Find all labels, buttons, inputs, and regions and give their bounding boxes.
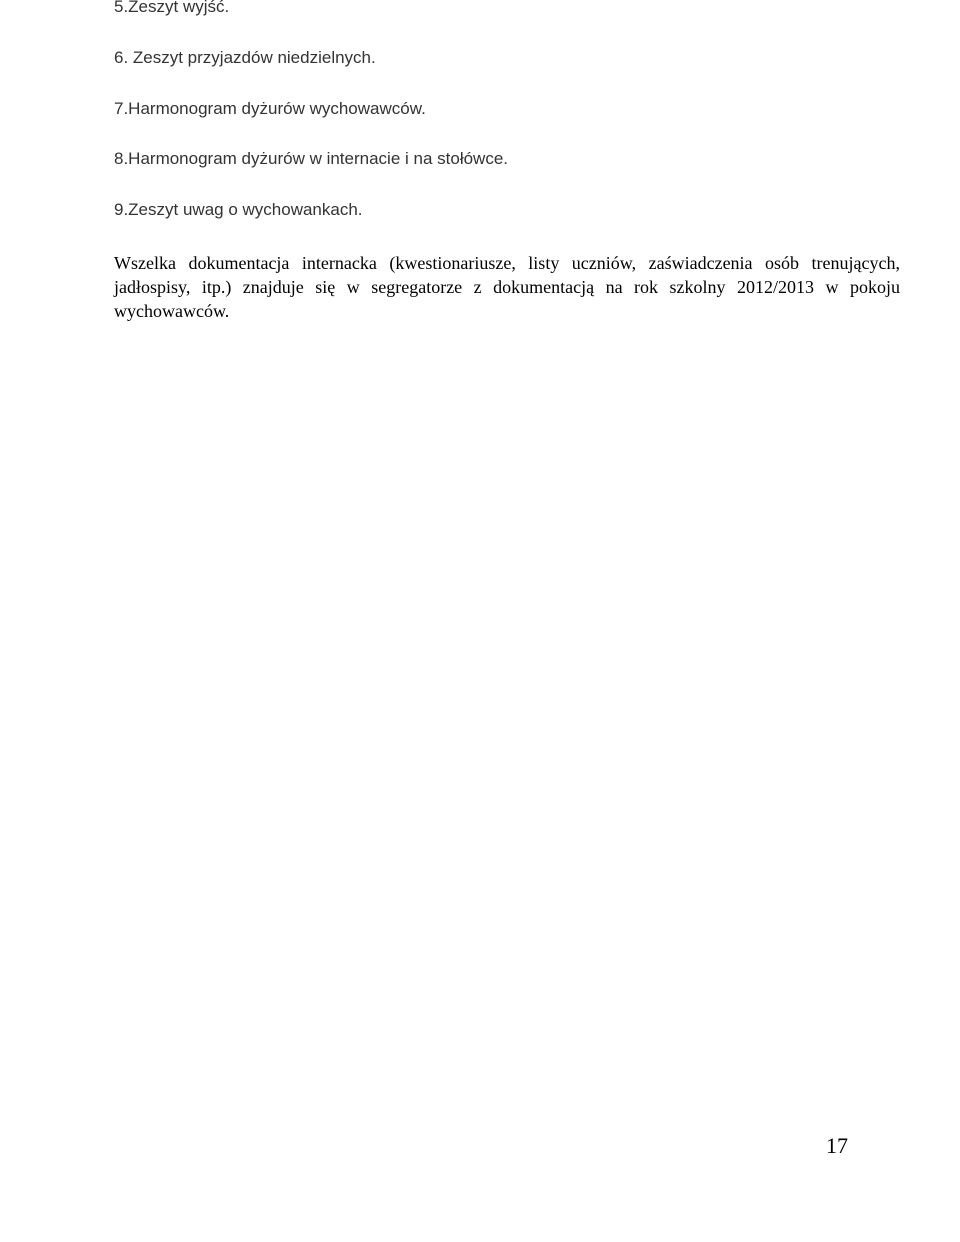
list-item-6: 6. Zeszyt przyjazdów niedzielnych. — [114, 48, 376, 67]
list-item-5: 5.Zeszyt wyjść. — [114, 0, 230, 16]
list-item-9: 9.Zeszyt uwag o wychowankach. — [114, 200, 363, 219]
documentation-paragraph: Wszelka dokumentacja internacka (kwestionariusze, listy uczniów, zaświadczenia osób trenujących, jadłospisy, itp.) znajduje się w segregatorze z dokumentacją na rok szkolny 2012/2013 w pokoju wychowawców. — [114, 253, 900, 321]
list-item-7: 7.Harmonogram dyżurów wychowawców. — [114, 99, 426, 118]
list-item-8: 8.Harmonogram dyżurów w internacie i na stołówce. — [114, 149, 509, 168]
page-number: 17 — [826, 1133, 848, 1158]
